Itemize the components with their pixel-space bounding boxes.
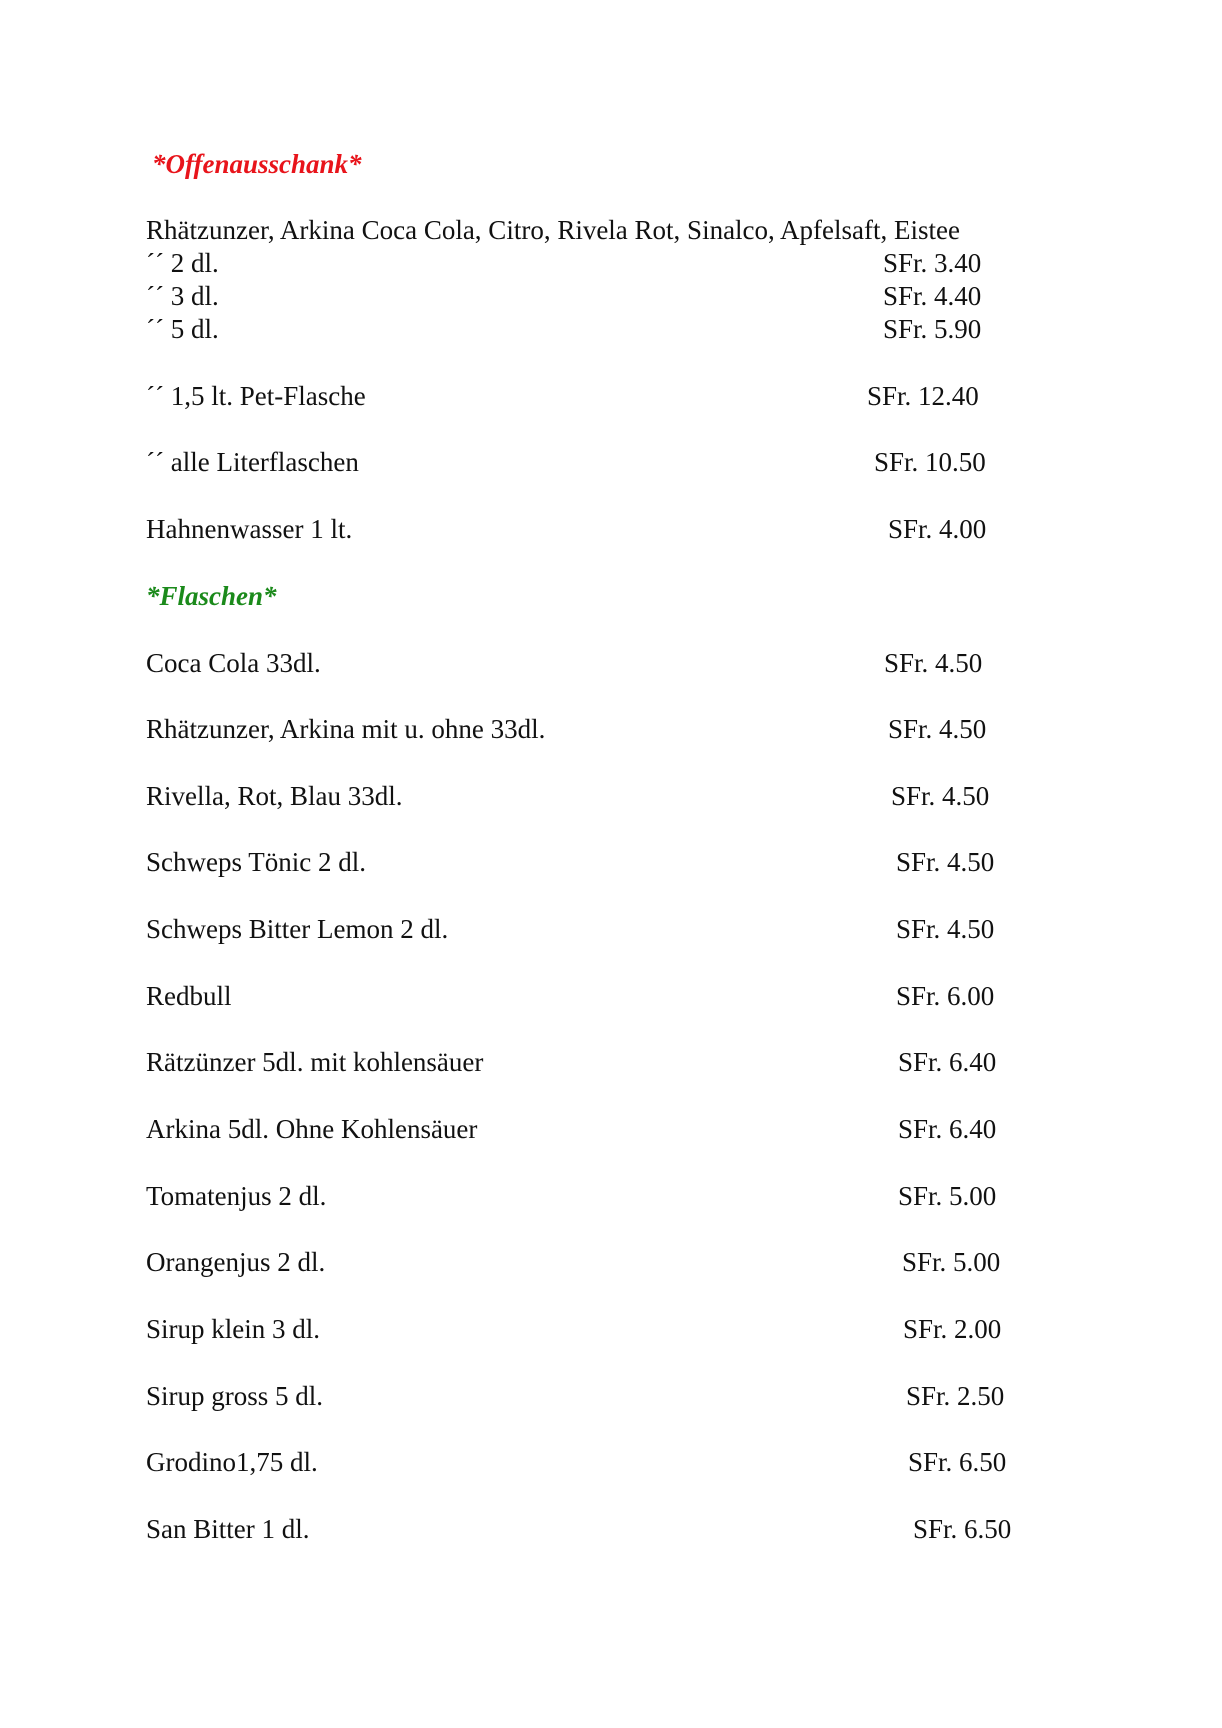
- menu-item-price: SFr. 4.00: [888, 514, 987, 544]
- menu-item-price: SFr. 6.40: [898, 1114, 997, 1144]
- menu-item-name: ´´ 2 dl.: [146, 248, 219, 278]
- menu-item-price: SFr. 12.40: [867, 381, 979, 411]
- menu-item-price: SFr. 4.40: [883, 281, 982, 311]
- menu-item-name: Rivella, Rot, Blau 33dl.: [146, 781, 403, 811]
- menu-item-price: SFr. 4.50: [896, 914, 995, 944]
- menu-item-name: Hahnenwasser 1 lt.: [146, 514, 353, 544]
- menu-item-price: SFr. 6.40: [898, 1047, 997, 1077]
- menu-item-name: Tomatenjus 2 dl.: [146, 1181, 327, 1211]
- menu-item-name: ´´ 1,5 lt. Pet-Flasche: [146, 381, 366, 411]
- menu-item-price: SFr. 6.50: [913, 1514, 1012, 1544]
- section-heading-flaschen: *Flaschen*: [146, 581, 277, 611]
- menu-item-name: Rätzünzer 5dl. mit kohlensäuer: [146, 1047, 484, 1077]
- menu-item-price: SFr. 10.50: [874, 447, 986, 477]
- menu-item-name: Arkina 5dl. Ohne Kohlensäuer: [146, 1114, 478, 1144]
- menu-item-name: Schweps Tönic 2 dl.: [146, 847, 366, 877]
- menu-item-name: Schweps Bitter Lemon 2 dl.: [146, 914, 449, 944]
- menu-item-name: Rhätzunzer, Arkina mit u. ohne 33dl.: [146, 714, 546, 744]
- section-heading-offenausschank: *Offenausschank*: [152, 149, 362, 179]
- menu-item-price: SFr. 4.50: [896, 847, 995, 877]
- menu-item-name: Redbull: [146, 981, 232, 1011]
- menu-item-price: SFr. 4.50: [884, 648, 983, 678]
- menu-item-name: ´´ 3 dl.: [146, 281, 219, 311]
- menu-item-name: Sirup klein 3 dl.: [146, 1314, 320, 1344]
- menu-item-price: SFr. 4.50: [888, 714, 987, 744]
- menu-item-price: SFr. 5.90: [883, 314, 982, 344]
- menu-item-price: SFr. 5.00: [902, 1247, 1001, 1277]
- menu-item-name: Sirup gross 5 dl.: [146, 1381, 324, 1411]
- menu-item-price: SFr. 3.40: [883, 248, 982, 278]
- menu-item-name: Orangenjus 2 dl.: [146, 1247, 326, 1277]
- menu-item-price: SFr. 4.50: [891, 781, 990, 811]
- menu-item-price: SFr. 5.00: [898, 1181, 997, 1211]
- section-intro: Rhätzunzer, Arkina Coca Cola, Citro, Rivela Rot, Sinalco, Apfelsaft, Eistee: [146, 215, 960, 245]
- menu-item-name: Grodino1,75 dl.: [146, 1447, 318, 1477]
- menu-item-price: SFr. 6.50: [908, 1447, 1007, 1477]
- menu-item-price: SFr. 6.00: [896, 981, 995, 1011]
- menu-item-name: ´´ alle Literflaschen: [146, 447, 359, 477]
- menu-item-name: Coca Cola 33dl.: [146, 648, 321, 678]
- menu-item-name: ´´ 5 dl.: [146, 314, 219, 344]
- menu-item-price: SFr. 2.00: [903, 1314, 1002, 1344]
- menu-item-name: San Bitter 1 dl.: [146, 1514, 310, 1544]
- menu-item-price: SFr. 2.50: [906, 1381, 1005, 1411]
